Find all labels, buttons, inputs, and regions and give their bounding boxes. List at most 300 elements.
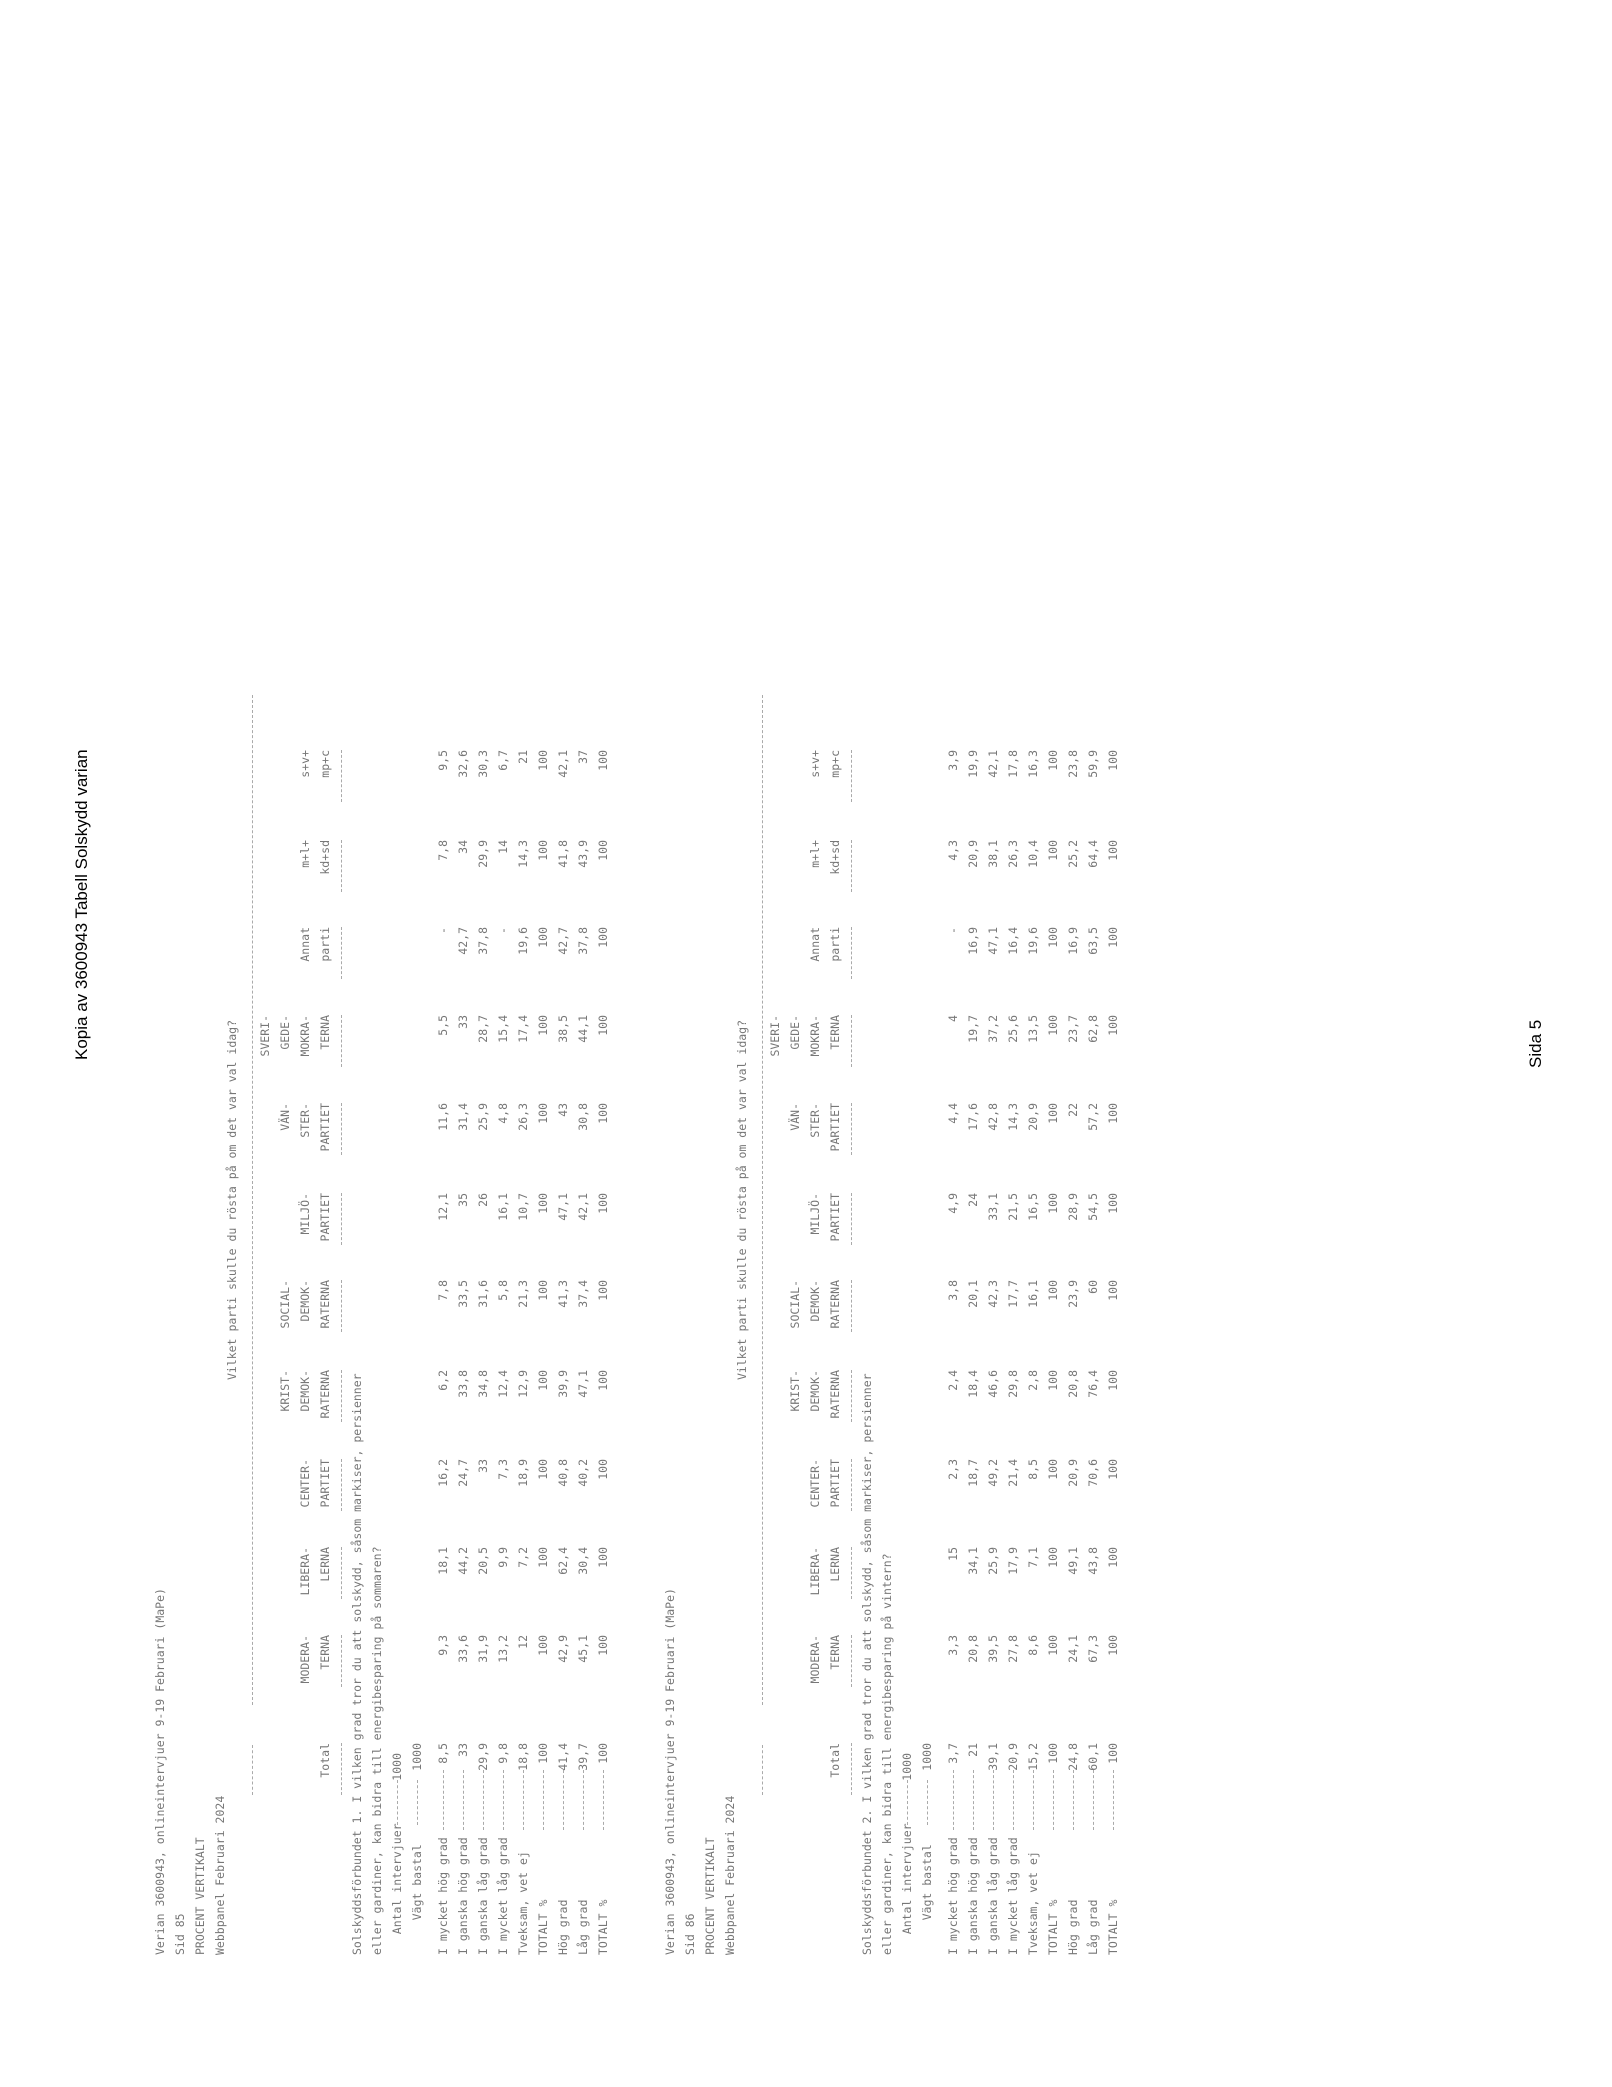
table-cell: 41,4 <box>556 1743 570 1771</box>
question-text: eller gardiner, kan bidra till energibesparing på sommaren? <box>370 1546 384 1955</box>
table-cell: 2,4 <box>946 1370 960 1391</box>
table-cell: 30,4 <box>576 1547 590 1575</box>
table-cell: 25,6 <box>1006 1015 1020 1043</box>
column-header-line: CENTER- <box>298 1459 312 1508</box>
column-header-line: GEDE- <box>278 1015 292 1050</box>
column-header-line: CENTER- <box>808 1459 822 1508</box>
column-header-line: DEMOK- <box>298 1370 312 1412</box>
column-header-underline <box>851 1547 853 1599</box>
base-row-label: Antal intervjuer <box>390 1816 404 1955</box>
table-row-label: Hög grad <box>556 1892 570 1955</box>
table-cell: 14,3 <box>516 840 530 868</box>
table-cell: 23,7 <box>1066 1015 1080 1043</box>
table-cell: 33 <box>456 1015 470 1029</box>
table-cell: 100 <box>536 1547 550 1568</box>
table-cell: 42,7 <box>556 927 570 955</box>
column-header-underline <box>341 1370 343 1422</box>
table-cell: 31,4 <box>456 1103 470 1131</box>
column-header-line: LERNA <box>828 1547 842 1582</box>
column-header-underline <box>341 1459 343 1511</box>
column-header-line: MILJÖ- <box>298 1193 312 1235</box>
column-header-line: RATERNA <box>828 1280 842 1329</box>
table-cell: 100 <box>1106 1743 1120 1764</box>
column-header-line: MOKRA- <box>298 1015 312 1057</box>
table-row-label: TOTALT % <box>1106 1892 1120 1955</box>
column-header-line: PARTIET <box>828 1103 842 1152</box>
table-cell: 4,4 <box>946 1103 960 1124</box>
table-cell: 17,4 <box>516 1015 530 1043</box>
table-cell: 100 <box>1046 1370 1060 1391</box>
column-header-line: RATERNA <box>828 1370 842 1419</box>
meta-line: Webbpanel Februari 2024 <box>723 1795 737 1955</box>
table-cell: 100 <box>1046 840 1060 861</box>
table-cell: 16,2 <box>436 1459 450 1487</box>
table-cell: 37 <box>576 750 590 764</box>
table-cell: 100 <box>536 1193 550 1214</box>
column-header-line: DEMOK- <box>808 1370 822 1412</box>
table-cell: 42,9 <box>556 1635 570 1663</box>
table-cell: 37,2 <box>986 1015 1000 1043</box>
table-cell: 100 <box>1106 1015 1120 1036</box>
table-cell: 4,8 <box>496 1103 510 1124</box>
table-cell: 49,2 <box>986 1459 1000 1487</box>
table-cell: 42,8 <box>986 1103 1000 1131</box>
table-cell: 42,7 <box>456 927 470 955</box>
table-cell: 7,8 <box>436 1280 450 1301</box>
table-cell: 20,8 <box>966 1635 980 1663</box>
table-cell: 16,9 <box>1066 927 1080 955</box>
table-cell: 100 <box>1046 1743 1060 1764</box>
column-header-line: LERNA <box>318 1547 332 1582</box>
column-header-underline <box>851 750 853 802</box>
column-header-line: mp+c <box>828 750 842 778</box>
question-text: Solskyddsförbundet 1. I vilken grad tror du att solskydd, såsom markiser, persienner <box>350 1373 364 1955</box>
table-cell: 7,1 <box>1026 1547 1040 1568</box>
column-header-line: m+l+ <box>808 840 822 868</box>
table-cell: - <box>496 927 510 934</box>
table-cell: 12,9 <box>516 1370 530 1398</box>
table-cell: 100 <box>1046 750 1060 771</box>
table-cell: 6,2 <box>436 1370 450 1391</box>
table-cell: 100 <box>1046 1635 1060 1656</box>
table-cell: 70,6 <box>1086 1459 1100 1487</box>
table-cell: 3,3 <box>946 1635 960 1656</box>
column-header-line: parti <box>318 927 332 962</box>
table-cell: 42,1 <box>556 750 570 778</box>
column-header-underline <box>341 840 343 892</box>
table-cell: 38,1 <box>986 840 1000 868</box>
column-header-line: Annat <box>298 927 312 962</box>
table-cell: 47,1 <box>986 927 1000 955</box>
table-cell: 21,4 <box>1006 1459 1020 1487</box>
table-cell: 33,1 <box>986 1193 1000 1221</box>
table-cell: 39,7 <box>576 1743 590 1771</box>
column-header-line: kd+sd <box>828 840 842 875</box>
column-header-line: m+l+ <box>298 840 312 868</box>
column-header-line: s+v+ <box>298 750 312 778</box>
table-cell: 100 <box>1046 1193 1060 1214</box>
table-cell: 23,9 <box>1066 1280 1080 1308</box>
column-header-line: STER- <box>808 1103 822 1138</box>
column-header-line: DEMOK- <box>808 1280 822 1322</box>
column-header-underline <box>851 1635 853 1687</box>
table-cell: 60 <box>1086 1280 1100 1294</box>
table-cell: 41,8 <box>556 840 570 868</box>
table-cell: 100 <box>536 1103 550 1124</box>
table-row-label: I ganska hög grad <box>456 1830 470 1955</box>
table-cell: 100 <box>536 1459 550 1480</box>
table-cell: 29,9 <box>476 1743 490 1771</box>
column-header-line: STER- <box>298 1103 312 1138</box>
table-cell: 20,9 <box>1066 1459 1080 1487</box>
party-span-divider <box>762 695 764 1705</box>
column-header-line: Annat <box>808 927 822 962</box>
table-cell: 100 <box>1106 750 1120 771</box>
table-cell: 20,9 <box>1026 1103 1040 1131</box>
table-cell: 39,9 <box>556 1370 570 1398</box>
column-header-underline <box>851 1193 853 1245</box>
table-cell: 26 <box>476 1193 490 1207</box>
column-header-line: MOKRA- <box>808 1015 822 1057</box>
table-cell: 54,5 <box>1086 1193 1100 1221</box>
base-row-label: Vägt bastal <box>920 1837 934 1955</box>
table-cell: 100 <box>596 1015 610 1036</box>
table-cell: 27,8 <box>1006 1635 1020 1663</box>
table-cell: 6,7 <box>496 750 510 771</box>
table-cell: 100 <box>536 840 550 861</box>
table-cell: 15 <box>946 1547 960 1561</box>
table-cell: 100 <box>1106 1370 1120 1391</box>
column-header-line: mp+c <box>318 750 332 778</box>
table-cell: 12,4 <box>496 1370 510 1398</box>
table-row-label: I ganska låg grad <box>476 1830 490 1955</box>
table-cell: 2,8 <box>1026 1370 1040 1391</box>
table-cell: 62,4 <box>556 1547 570 1575</box>
table-cell: 9,8 <box>496 1743 510 1764</box>
table-cell: 18,7 <box>966 1459 980 1487</box>
column-header-line: MILJÖ- <box>808 1193 822 1235</box>
table-cell: 24 <box>966 1193 980 1207</box>
table-cell: 13,2 <box>496 1635 510 1663</box>
table-cell: 17,9 <box>1006 1547 1020 1575</box>
table-cell: 22 <box>1066 1103 1080 1117</box>
table-cell: 64,4 <box>1086 840 1100 868</box>
table-cell: 14,3 <box>1006 1103 1020 1131</box>
table-cell: 47,1 <box>556 1193 570 1221</box>
table-cell: 46,6 <box>986 1370 1000 1398</box>
table-row-label: I ganska hög grad <box>966 1830 980 1955</box>
column-header-underline <box>851 927 853 979</box>
table-cell: 21 <box>516 750 530 764</box>
table-cell: 25,2 <box>1066 840 1080 868</box>
table-cell: 100 <box>1106 1193 1120 1214</box>
table-cell: 37,4 <box>576 1280 590 1308</box>
table-cell: 100 <box>1046 1459 1060 1480</box>
table-row-label: Låg grad <box>576 1892 590 1955</box>
table-cell: 8,5 <box>436 1743 450 1764</box>
table-cell: 26,3 <box>516 1103 530 1131</box>
column-header-line: Total <box>318 1743 332 1778</box>
table-cell: 100 <box>1106 1280 1120 1301</box>
table-cell: 100 <box>536 1015 550 1036</box>
column-header-underline <box>341 1547 343 1599</box>
column-header-underline <box>851 1459 853 1511</box>
table-cell: 2,3 <box>946 1459 960 1480</box>
table-cell: 9,5 <box>436 750 450 771</box>
column-header-line: KRIST- <box>278 1370 292 1412</box>
table-cell: 100 <box>596 1547 610 1568</box>
table-row-label: I mycket hög grad <box>436 1830 450 1955</box>
table-cell: 41,3 <box>556 1280 570 1308</box>
table-cell: 100 <box>596 1280 610 1301</box>
table-cell: 18,8 <box>516 1743 530 1771</box>
column-header-line: TERNA <box>828 1015 842 1050</box>
column-header-line: MODERA- <box>298 1635 312 1684</box>
party-question: Vilket parti skulle du rösta på om det var val idag? <box>225 1019 239 1381</box>
column-header-line: VÄN- <box>278 1103 292 1131</box>
table-row-label: Hög grad <box>1066 1892 1080 1955</box>
table-cell: 3,9 <box>946 750 960 771</box>
table-cell: 20,9 <box>1006 1743 1020 1771</box>
table-cell: 100 <box>596 1103 610 1124</box>
table-cell: 34,1 <box>966 1547 980 1575</box>
table-cell: 33,8 <box>456 1370 470 1398</box>
column-header-underline <box>851 1370 853 1422</box>
table-cell: 17,8 <box>1006 750 1020 778</box>
table-cell: 24,1 <box>1066 1635 1080 1663</box>
table-row-label: TOTALT % <box>596 1892 610 1955</box>
table-cell: 43,8 <box>1086 1547 1100 1575</box>
column-header-underline <box>341 1103 343 1155</box>
table-cell: 15,2 <box>1026 1743 1040 1771</box>
column-header-underline <box>341 1015 343 1067</box>
meta-line: Webbpanel Februari 2024 <box>213 1795 227 1955</box>
table-cell: 13,5 <box>1026 1015 1040 1043</box>
meta-line: PROCENT VERTIKALT <box>193 1837 207 1955</box>
table-cell: 44,1 <box>576 1015 590 1043</box>
table-row-label: I mycket hög grad <box>946 1830 960 1955</box>
table-cell: 16,5 <box>1026 1193 1040 1221</box>
table-cell: - <box>436 927 450 934</box>
table-cell: 40,2 <box>576 1459 590 1487</box>
column-header-underline <box>341 927 343 979</box>
table-cell: 26,3 <box>1006 840 1020 868</box>
party-span-divider <box>252 695 254 1705</box>
meta-line: Sid 85 <box>173 1913 187 1955</box>
table-row-label: Tveksam, vet ej <box>516 1844 530 1955</box>
table-cell: 100 <box>536 750 550 771</box>
table-cell: 35 <box>456 1193 470 1207</box>
table-cell: 33 <box>456 1743 470 1757</box>
table-cell: 19,6 <box>516 927 530 955</box>
column-header-line: RATERNA <box>318 1370 332 1419</box>
table-cell: 18,4 <box>966 1370 980 1398</box>
column-header-line: parti <box>828 927 842 962</box>
table-cell: 20,5 <box>476 1547 490 1575</box>
table-cell: 42,3 <box>986 1280 1000 1308</box>
total-span-divider <box>252 1745 254 1795</box>
table-cell: 7,2 <box>516 1547 530 1568</box>
table-cell: 100 <box>596 840 610 861</box>
column-header-line: PARTIET <box>318 1193 332 1242</box>
table-cell: 100 <box>1046 1103 1060 1124</box>
table-cell: 5,5 <box>436 1015 450 1036</box>
table-cell: 20,9 <box>966 840 980 868</box>
table-cell: 100 <box>596 1635 610 1656</box>
table-cell: 33 <box>476 1459 490 1473</box>
table-cell: 10,7 <box>516 1193 530 1221</box>
table-cell: 16,4 <box>1006 927 1020 955</box>
table-row-label: I ganska låg grad <box>986 1830 1000 1955</box>
table-cell: 42,1 <box>576 1193 590 1221</box>
page-number: Sida 5 <box>1526 1019 1545 1068</box>
table-cell: 100 <box>1106 927 1120 948</box>
table-cell: 100 <box>536 1635 550 1656</box>
table-cell: 30,8 <box>576 1103 590 1131</box>
column-header-underline <box>851 840 853 892</box>
meta-line: PROCENT VERTIKALT <box>703 1837 717 1955</box>
table-cell: 12 <box>516 1635 530 1649</box>
table-cell: 18,1 <box>436 1547 450 1575</box>
column-header-underline <box>851 1015 853 1067</box>
column-header-line: TERNA <box>318 1015 332 1050</box>
table-cell: 7,8 <box>436 840 450 861</box>
table-cell: 31,9 <box>476 1635 490 1663</box>
document-header-title: Kopia av 3600943 Tabell Solskydd varian <box>72 749 91 1060</box>
base-row-value: 1000 <box>390 1753 404 1781</box>
column-header-underline <box>851 1103 853 1155</box>
table-cell: 40,8 <box>556 1459 570 1487</box>
table-cell: 62,8 <box>1086 1015 1100 1043</box>
table-cell: 34,8 <box>476 1370 490 1398</box>
table-cell: - <box>946 927 960 934</box>
table-cell: 5,8 <box>496 1280 510 1301</box>
column-header-underline <box>341 750 343 802</box>
table-cell: 100 <box>536 927 550 948</box>
meta-line: Verian 3600943, onlineintervjuer 9-19 Februari (MaPe) <box>663 1588 677 1955</box>
column-header-line: TERNA <box>828 1635 842 1670</box>
column-header-line: s+v+ <box>808 750 822 778</box>
column-header-underline <box>341 1193 343 1245</box>
table-cell: 23,8 <box>1066 750 1080 778</box>
rotated-page-content <box>150 420 1600 1955</box>
party-question: Vilket parti skulle du rösta på om det var val idag? <box>735 1019 749 1381</box>
table-cell: 16,1 <box>1026 1280 1040 1308</box>
table-cell: 31,6 <box>476 1280 490 1308</box>
table-cell: 76,4 <box>1086 1370 1100 1398</box>
table-cell: 3,8 <box>946 1280 960 1301</box>
table-row-label: Tveksam, vet ej <box>1026 1844 1040 1955</box>
table-cell: 4,3 <box>946 840 960 861</box>
table-cell: 100 <box>1106 840 1120 861</box>
table-cell: 100 <box>596 1193 610 1214</box>
table-cell: 11,6 <box>436 1103 450 1131</box>
column-header-line: VÄN- <box>788 1103 802 1131</box>
table-cell: 9,3 <box>436 1635 450 1656</box>
column-header-line: TERNA <box>318 1635 332 1670</box>
column-header-line: SVERI- <box>258 1015 272 1057</box>
table-cell: 4 <box>946 1015 960 1022</box>
column-header-line: SOCIAL- <box>278 1280 292 1329</box>
table-cell: 100 <box>596 1459 610 1480</box>
column-header-line: KRIST- <box>788 1370 802 1412</box>
table-cell: 37,8 <box>476 927 490 955</box>
table-cell: 21,3 <box>516 1280 530 1308</box>
question-text: Solskyddsförbundet 2. I vilken grad tror du att solskydd, såsom markiser, persienner <box>860 1373 874 1955</box>
meta-line: Verian 3600943, onlineintervjuer 9-19 Februari (MaPe) <box>153 1588 167 1955</box>
base-row-value: 1000 <box>410 1743 424 1771</box>
table-row-label: Låg grad <box>1086 1892 1100 1955</box>
column-header-line: LIBERA- <box>298 1547 312 1596</box>
table-cell: 38,5 <box>556 1015 570 1043</box>
table-cell: 34 <box>456 840 470 854</box>
table-cell: 28,7 <box>476 1015 490 1043</box>
table-cell: 21,5 <box>1006 1193 1020 1221</box>
column-header-underline <box>341 1743 343 1795</box>
table-row-label: TOTALT % <box>536 1892 550 1955</box>
table-cell: 45,1 <box>576 1635 590 1663</box>
table-cell: 8,6 <box>1026 1635 1040 1656</box>
base-row-label: Vägt bastal <box>410 1837 424 1955</box>
table-cell: 19,6 <box>1026 927 1040 955</box>
column-header-line: PARTIET <box>828 1193 842 1242</box>
table-cell: 24,8 <box>1066 1743 1080 1771</box>
table-cell: 100 <box>596 927 610 948</box>
table-cell: 29,9 <box>476 840 490 868</box>
table-cell: 59,9 <box>1086 750 1100 778</box>
table-cell: 44,2 <box>456 1547 470 1575</box>
table-row-label: TOTALT % <box>1046 1892 1060 1955</box>
table-cell: 100 <box>1106 1103 1120 1124</box>
table-cell: 3,7 <box>946 1743 960 1764</box>
table-cell: 100 <box>1046 1015 1060 1036</box>
table-cell: 14 <box>496 840 510 854</box>
table-cell: 57,2 <box>1086 1103 1100 1131</box>
table-cell: 15,4 <box>496 1015 510 1043</box>
table-cell: 39,5 <box>986 1635 1000 1663</box>
table-cell: 20,8 <box>1066 1370 1080 1398</box>
table-cell: 100 <box>596 1370 610 1391</box>
table-cell: 16,1 <box>496 1193 510 1221</box>
table-cell: 60,1 <box>1086 1743 1100 1771</box>
table-cell: 63,5 <box>1086 927 1100 955</box>
table-cell: 29,8 <box>1006 1370 1020 1398</box>
table-cell: 21 <box>966 1743 980 1757</box>
table-row-label: I mycket låg grad <box>496 1830 510 1955</box>
table-cell: 9,9 <box>496 1547 510 1568</box>
table-cell: 25,9 <box>986 1547 1000 1575</box>
column-header-line: DEMOK- <box>298 1280 312 1322</box>
column-header-line: SOCIAL- <box>788 1280 802 1329</box>
table-cell: 32,6 <box>456 750 470 778</box>
table-cell: 100 <box>1106 1459 1120 1480</box>
table-cell: 39,1 <box>986 1743 1000 1771</box>
table-cell: 17,6 <box>966 1103 980 1131</box>
table-cell: 19,9 <box>966 750 980 778</box>
table-cell: 43 <box>556 1103 570 1117</box>
table-cell: 100 <box>536 1743 550 1764</box>
table-cell: 16,9 <box>966 927 980 955</box>
table-cell: 19,7 <box>966 1015 980 1043</box>
table-cell: 100 <box>1046 1547 1060 1568</box>
table-cell: 10,4 <box>1026 840 1040 868</box>
table-cell: 100 <box>1046 927 1060 948</box>
column-header-line: GEDE- <box>788 1015 802 1050</box>
table-cell: 37,8 <box>576 927 590 955</box>
table-cell: 18,9 <box>516 1459 530 1487</box>
table-cell: 100 <box>1106 1635 1120 1656</box>
column-header-underline <box>341 1280 343 1332</box>
